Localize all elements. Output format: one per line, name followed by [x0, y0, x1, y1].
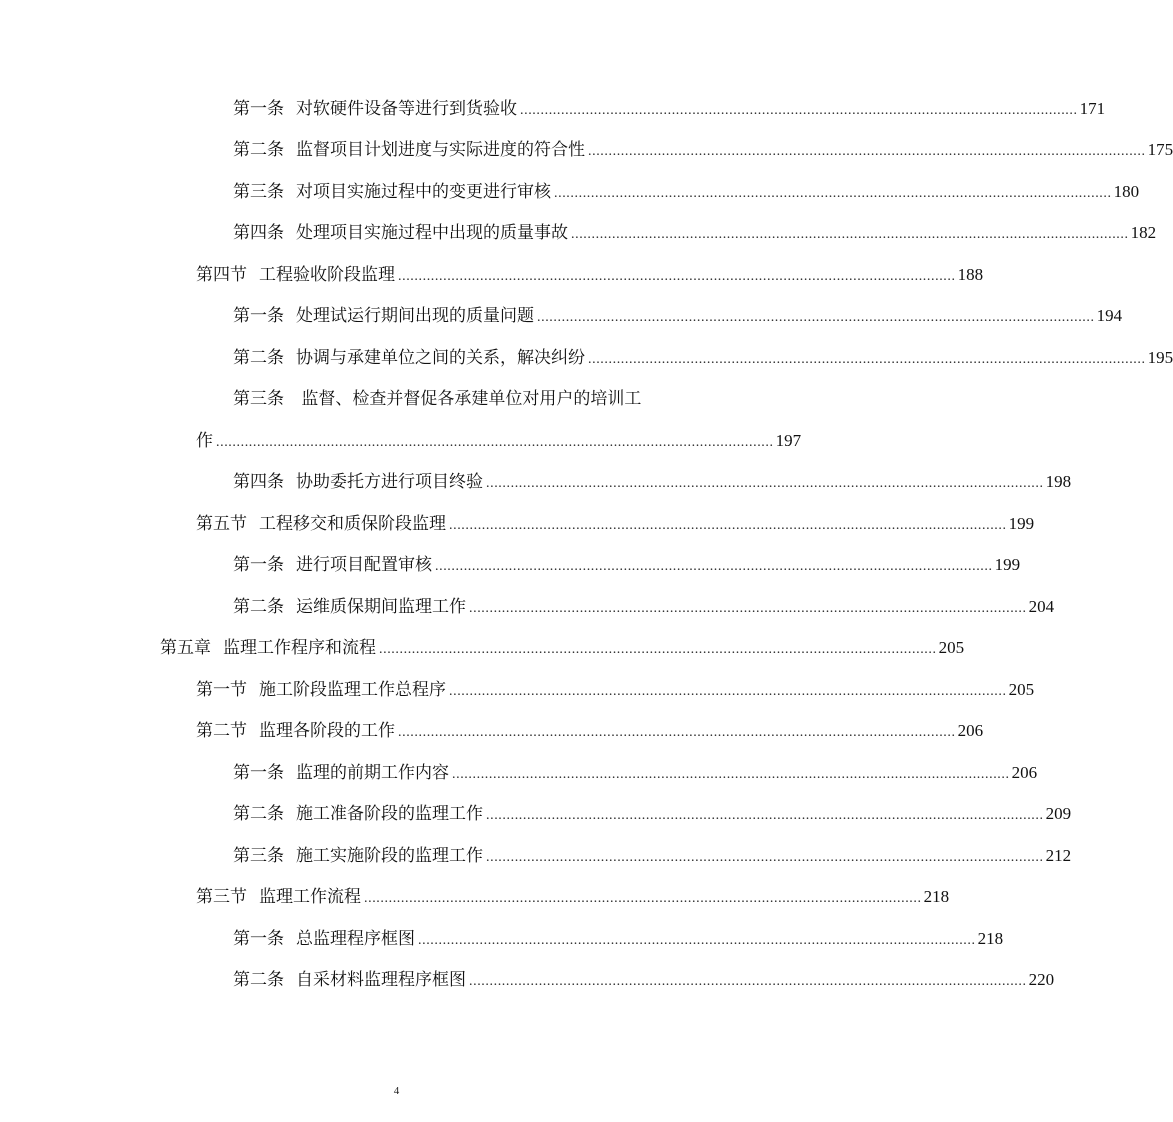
toc-entry-page: 206	[957, 721, 984, 740]
toc-entry-page: 195	[1147, 348, 1173, 367]
toc-entry-title: 总监理程序框图	[296, 929, 415, 949]
toc-entry[interactable]	[233, 93, 1106, 125]
toc-entry-title: 运维质保期间监理工作	[296, 597, 466, 617]
toc-entry-page: 182	[1130, 223, 1157, 242]
dot-leader: ........................................................................................................................................	[216, 435, 774, 450]
toc-entry-number: 第一节	[196, 680, 247, 700]
toc-entry-title: 监理各阶段的工作	[259, 721, 395, 741]
toc-entry-number: 第一条	[233, 99, 284, 119]
toc-entry-title: 协调与承建单位之间的关系，解决纠纷	[296, 348, 585, 368]
toc-entry-title: 处理项目实施过程中出现的质量事故	[296, 223, 568, 243]
toc-entry-number: 第三条	[233, 182, 284, 202]
toc-entry-number: 第四节	[196, 265, 247, 285]
toc-entry-page: 218	[923, 887, 950, 906]
toc-entry-number: 第四条	[233, 223, 284, 243]
toc-entry-page: 198	[1045, 472, 1072, 491]
dot-leader: ........................................................................................................................................	[418, 933, 976, 948]
dot-leader: ........................................................................................................................................	[520, 103, 1078, 118]
toc-entry[interactable]	[233, 757, 1038, 789]
dot-leader: ........................................................................................................................................	[469, 601, 1027, 616]
toc-entry-page: 209	[1045, 804, 1072, 823]
toc-entry[interactable]	[233, 798, 1072, 830]
dot-leader: ........................................................................................................................................	[449, 684, 1007, 699]
toc-entry-title: 自采材料监理程序框图	[296, 970, 466, 990]
toc-entry-title: 监理工作程序和流程	[223, 638, 376, 658]
toc-entry-title: 监督项目计划进度与实际进度的符合性	[296, 140, 585, 160]
toc-entry[interactable]	[196, 715, 984, 747]
toc-entry[interactable]	[233, 923, 1004, 955]
toc-entry-wrapped[interactable]	[233, 383, 641, 415]
toc-entry[interactable]	[196, 508, 1035, 540]
toc-entry-number: 第一条	[233, 306, 284, 326]
toc-entry[interactable]	[233, 591, 1055, 623]
toc-entry-title: 施工准备阶段的监理工作	[296, 804, 483, 824]
toc-entry-number: 第三节	[196, 887, 247, 907]
toc-entry[interactable]	[196, 674, 1035, 706]
toc-entry-title: 对软硬件设备等进行到货验收	[296, 99, 517, 119]
toc-entry-number: 第二条	[233, 140, 284, 160]
dot-leader: ........................................................................................................................................	[469, 974, 1027, 989]
dot-leader: ........................................................................................................................................	[588, 144, 1146, 159]
toc-entry-page: 218	[977, 929, 1004, 948]
dot-leader: ........................................................................................................................................	[398, 269, 956, 284]
toc-entry[interactable]	[196, 259, 984, 291]
toc-entry-page: 197	[775, 431, 802, 450]
toc-entry[interactable]	[233, 134, 1173, 166]
toc-entry[interactable]	[233, 217, 1157, 249]
toc-entry-title: 进行项目配置审核	[296, 555, 432, 575]
toc-entry-title: 对项目实施过程中的变更进行审核	[296, 182, 551, 202]
toc-entry-page: 212	[1045, 846, 1072, 865]
dot-leader: ........................................................................................................................................	[435, 559, 993, 574]
toc-entry-title: 工程验收阶段监理	[259, 265, 395, 285]
toc-entry-number: 第二条	[233, 970, 284, 990]
toc-entry-number: 第一条	[233, 763, 284, 783]
dot-leader: ........................................................................................................................................	[398, 725, 956, 740]
toc-entry-page: 199	[1008, 514, 1035, 533]
dot-leader: ........................................................................................................................................	[452, 767, 1010, 782]
toc-entry-number: 第二条	[233, 348, 284, 368]
toc-entry[interactable]	[233, 549, 1021, 581]
dot-leader: ........................................................................................................................................	[571, 227, 1129, 242]
toc-entry-title: 工程移交和质保阶段监理	[259, 514, 446, 534]
toc-entry-title: 监督、检查并督促各承建单位对用户的培训工	[301, 389, 642, 409]
toc-entry-page: 180	[1113, 182, 1140, 201]
toc-entry-page: 220	[1028, 970, 1055, 989]
toc-entry-number: 第一条	[233, 555, 284, 575]
toc-entry-title: 施工实施阶段的监理工作	[296, 846, 483, 866]
toc-entry[interactable]	[233, 300, 1123, 332]
dot-leader: ........................................................................................................................................	[588, 352, 1146, 367]
dot-leader: ........................................................................................................................................	[537, 310, 1095, 325]
toc-entry-number: 第二条	[233, 597, 284, 617]
toc-entry-page: 194	[1096, 306, 1123, 325]
toc-entry-page: 206	[1011, 763, 1038, 782]
toc-entry[interactable]	[233, 466, 1072, 498]
dot-leader: ........................................................................................................................................	[449, 518, 1007, 533]
toc-entry-title: 协助委托方进行项目终验	[296, 472, 483, 492]
toc-entry-continuation[interactable]	[196, 425, 802, 457]
toc-entry-number: 第一条	[233, 929, 284, 949]
toc-entry-page: 205	[1008, 680, 1035, 699]
toc-entry[interactable]	[233, 342, 1173, 374]
page-number: 4	[393, 1085, 400, 1097]
dot-leader: ........................................................................................................................................	[379, 642, 937, 657]
dot-leader: ........................................................................................................................................	[554, 186, 1112, 201]
toc-entry-number: 第二节	[196, 721, 247, 741]
toc-entry-title: 监理工作流程	[259, 887, 361, 907]
toc-entry-page: 171	[1079, 99, 1106, 118]
toc-entry[interactable]	[160, 632, 965, 664]
toc-entry-number: 第四条	[233, 472, 284, 492]
toc-entry-page: 199	[994, 555, 1021, 574]
dot-leader: ........................................................................................................................................	[486, 850, 1044, 865]
toc-entry-page: 188	[957, 265, 984, 284]
toc-entry-number: 第三条	[233, 389, 284, 409]
toc-entry[interactable]	[196, 881, 950, 913]
toc-entry-title-continuation: 作	[196, 431, 213, 451]
toc-entry-title: 监理的前期工作内容	[296, 763, 449, 783]
toc-entry-title: 处理试运行期间出现的质量问题	[296, 306, 534, 326]
toc-entry-page: 205	[938, 638, 965, 657]
toc-entry-number: 第三条	[233, 846, 284, 866]
dot-leader: ........................................................................................................................................	[364, 891, 922, 906]
toc-entry-page: 175	[1147, 140, 1173, 159]
toc-entry[interactable]	[233, 176, 1140, 208]
dot-leader: ........................................................................................................................................	[486, 808, 1044, 823]
toc-entry-number: 第二条	[233, 804, 284, 824]
toc-entry-number: 第五章	[160, 638, 211, 658]
toc-entry[interactable]	[233, 964, 1055, 996]
toc-entry-title: 施工阶段监理工作总程序	[259, 680, 446, 700]
toc-entry-page: 204	[1028, 597, 1055, 616]
toc-entry-number: 第五节	[196, 514, 247, 534]
dot-leader: ........................................................................................................................................	[486, 476, 1044, 491]
toc-entry[interactable]	[233, 840, 1072, 872]
